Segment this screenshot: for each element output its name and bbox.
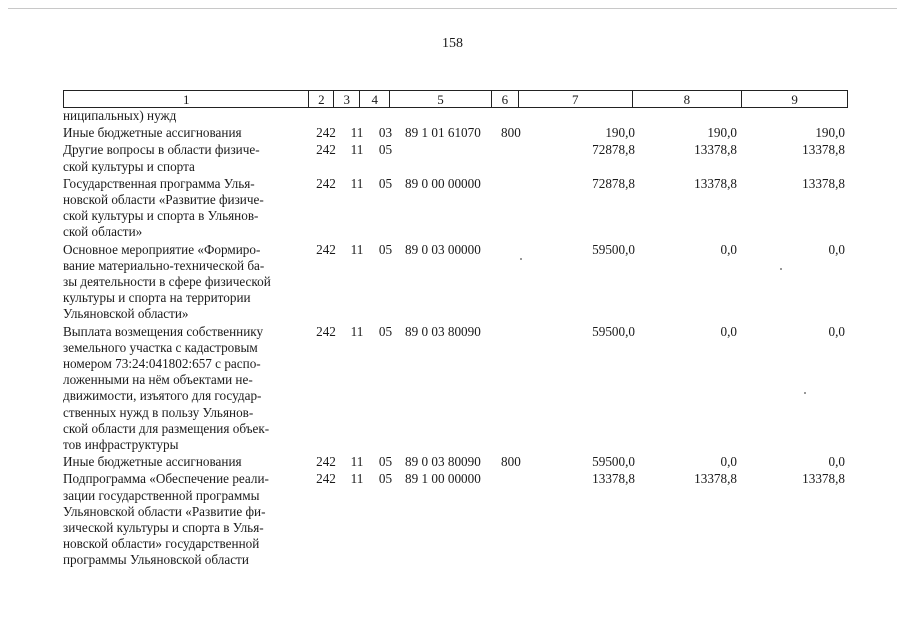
description-line: Другие вопросы в области физиче-	[63, 142, 260, 158]
table-row	[63, 471, 853, 568]
page-border	[8, 8, 897, 9]
description-line: Иные бюджетные ассигнования	[63, 454, 242, 470]
header-col-2: 2	[309, 91, 334, 107]
gr-code: 242	[316, 241, 336, 257]
page-number: 158	[442, 36, 463, 51]
subsection-code: 05	[378, 471, 393, 487]
header-col-4: 4	[360, 91, 390, 107]
table-row	[63, 108, 853, 124]
row-description	[63, 176, 306, 241]
subsection-code: 03	[378, 125, 393, 141]
table-row	[63, 242, 853, 323]
description-line: Государственная программа Улья-	[63, 175, 255, 191]
description-line: ниципальных) нужд	[63, 108, 177, 123]
header-col-1: 1	[64, 91, 309, 107]
expense-type	[501, 471, 535, 568]
description-line: ственных нужд в пользу Ульянов-	[63, 404, 254, 420]
target-article: 89 0 03 80090	[405, 323, 481, 339]
target-article	[403, 142, 501, 174]
expense-type: 800	[501, 125, 521, 141]
row-description	[63, 125, 306, 141]
amount-col-8: 13378,8	[694, 142, 737, 158]
subsection-code	[368, 108, 403, 124]
amount-col-9	[755, 108, 845, 124]
target-article: 89 0 03 80090	[405, 454, 481, 470]
amount-col-8: 0,0	[720, 323, 737, 339]
gr-code: 242	[316, 125, 336, 141]
description-line: зической культуры и спорта в Улья-	[63, 520, 264, 536]
table-row	[63, 142, 853, 174]
description-line: зации государственной программы	[63, 487, 260, 503]
section-code	[346, 108, 368, 124]
scan-speck	[780, 268, 782, 270]
description-line: новской области «Развитие физиче-	[63, 192, 264, 208]
header-col-6: 6	[492, 91, 519, 107]
subsection-code: 05	[378, 142, 393, 158]
target-article: 89 1 00 00000	[405, 471, 481, 487]
amount-col-8: 0,0	[720, 241, 737, 257]
target-article: 89 1 01 61070	[405, 125, 481, 141]
description-line: ской области для размещения объек-	[63, 420, 270, 436]
row-description	[63, 471, 306, 568]
gr-code	[306, 108, 346, 124]
amount-col-8: 0,0	[720, 454, 737, 470]
description-line: номером 73:24:041802:657 с распо-	[63, 356, 261, 372]
scan-speck	[520, 258, 522, 260]
amount-col-7: 72878,8	[592, 142, 635, 158]
expense-type	[501, 142, 535, 174]
gr-code: 242	[316, 175, 336, 191]
table-row	[63, 454, 853, 470]
description-line: ской культуры и спорта в Ульянов-	[63, 208, 259, 224]
subsection-code: 05	[378, 454, 393, 470]
row-description	[63, 242, 306, 323]
amount-col-9: 0,0	[828, 323, 845, 339]
description-line: тов инфраструктуры	[63, 437, 179, 453]
expense-type	[501, 242, 535, 323]
amount-col-9: 13378,8	[802, 142, 845, 158]
section-code: 11	[350, 142, 364, 158]
section-code: 11	[350, 454, 364, 470]
target-article	[403, 108, 501, 124]
amount-col-8	[649, 108, 755, 124]
amount-col-9: 190,0	[815, 125, 845, 141]
subsection-code: 05	[378, 175, 393, 191]
subsection-code: 05	[378, 241, 393, 257]
description-line: земельного участка с кадастровым	[63, 339, 258, 355]
row-description	[63, 108, 306, 124]
amount-col-7: 59500,0	[592, 454, 635, 470]
gr-code: 242	[316, 471, 336, 487]
table-header	[63, 90, 848, 108]
description-line: новской области» государственной	[63, 536, 260, 552]
table-row	[63, 176, 853, 241]
amount-col-7: 59500,0	[592, 241, 635, 257]
amount-col-7: 59500,0	[592, 323, 635, 339]
table-row	[63, 324, 853, 454]
section-code: 11	[350, 471, 364, 487]
description-line: вание материально-технической ба-	[63, 257, 265, 273]
amount-col-9: 0,0	[828, 454, 845, 470]
header-col-8: 8	[633, 91, 743, 107]
section-code: 11	[350, 175, 364, 191]
gr-code: 242	[316, 323, 336, 339]
expense-type	[501, 176, 535, 241]
row-description	[63, 324, 306, 454]
expense-type	[501, 324, 535, 454]
section-code: 11	[350, 241, 364, 257]
description-line: движимости, изъятого для государ-	[63, 388, 262, 404]
description-line: ложенными на нём объектами не-	[63, 372, 253, 388]
section-code: 11	[350, 323, 364, 339]
subsection-code: 05	[378, 323, 393, 339]
section-code: 11	[350, 125, 364, 141]
header-col-5: 5	[390, 91, 492, 107]
amount-col-8: 13378,8	[694, 471, 737, 487]
amount-col-7	[535, 108, 649, 124]
amount-col-7: 13378,8	[592, 471, 635, 487]
amount-col-8: 190,0	[707, 125, 737, 141]
target-article: 89 0 00 00000	[405, 175, 481, 191]
header-col-7: 7	[519, 91, 633, 107]
table-row	[63, 125, 853, 141]
description-line: Выплата возмещения собственнику	[63, 323, 264, 339]
description-line: Основное мероприятие «Формиро-	[63, 241, 261, 257]
amount-col-7: 190,0	[605, 125, 635, 141]
amount-col-8: 13378,8	[694, 175, 737, 191]
amount-col-9: 13378,8	[802, 471, 845, 487]
description-line: Ульяновской области»	[63, 306, 189, 322]
header-col-3: 3	[334, 91, 360, 107]
table-body	[63, 108, 853, 569]
target-article: 89 0 03 00000	[405, 241, 481, 257]
row-description	[63, 454, 306, 470]
expense-type	[501, 108, 535, 124]
expense-type: 800	[501, 454, 521, 470]
description-line: Ульяновской области «Развитие фи-	[63, 503, 266, 519]
amount-col-9: 13378,8	[802, 175, 845, 191]
description-line: зы деятельности в сфере физической	[63, 274, 271, 290]
amount-col-7: 72878,8	[592, 175, 635, 191]
description-line: программы Ульяновской области	[63, 552, 249, 568]
gr-code: 242	[316, 142, 336, 158]
gr-code: 242	[316, 454, 336, 470]
description-line: культуры и спорта на территории	[63, 290, 251, 306]
description-line: ской области»	[63, 224, 143, 240]
description-line: ской культуры и спорта	[63, 158, 195, 174]
scan-speck	[804, 392, 806, 394]
row-description	[63, 142, 306, 174]
description-line: Иные бюджетные ассигнования	[63, 125, 242, 141]
header-col-9: 9	[791, 92, 798, 107]
description-line: Подпрограмма «Обеспечение реали-	[63, 471, 269, 487]
amount-col-9: 0,0	[828, 241, 845, 257]
